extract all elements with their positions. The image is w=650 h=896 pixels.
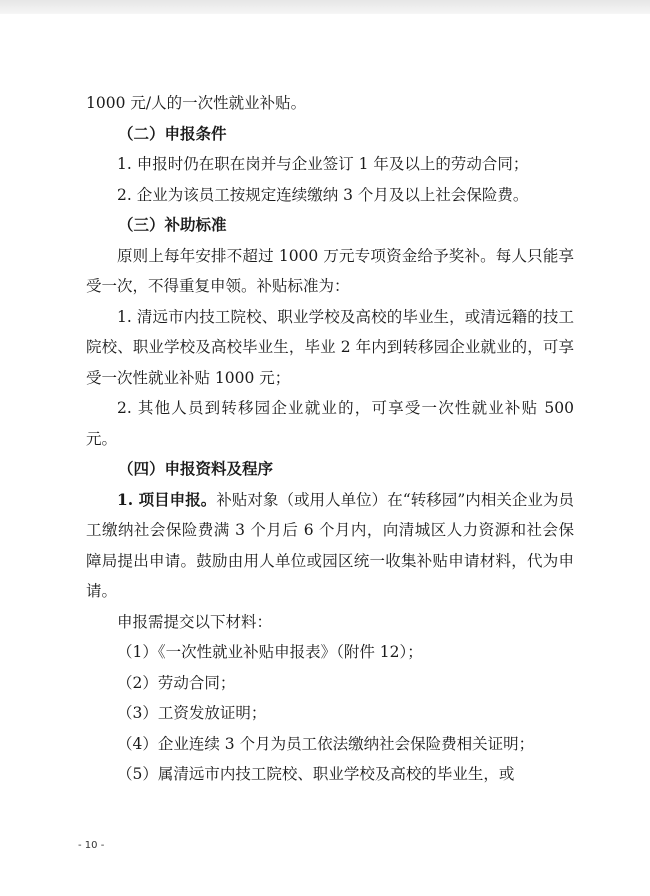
materials-intro: 申报需提交以下材料： xyxy=(117,612,273,631)
viewer-top-bar xyxy=(0,0,650,14)
section-heading-3: （三）补助标准 xyxy=(118,215,227,234)
paragraph-application xyxy=(86,485,574,607)
material-item-5: （5）属清远市内技工院校、职业学校及高校的毕业生，或 xyxy=(117,765,515,783)
condition-2: 2. 企业为该员工按规定连续缴纳 3 个月及以上社会保险费。 xyxy=(117,185,529,204)
text-line: 1000 元/人的一次性就业补贴。 xyxy=(86,94,307,112)
material-item-4: （4）企业连续 3 个月为员工依法缴纳社会保险费相关证明； xyxy=(117,734,535,753)
paragraph-principle: 原则上每年安排不超过 1000 万元专项资金给予奖补。每人只能享受一次，不得重复申领。补贴标准为： xyxy=(86,246,574,295)
paragraph-standard-2: 2. 其他人员到转移园企业就业的，可享受一次性就业补贴 500 元。 xyxy=(86,399,574,448)
application-body: 补贴对象（或用人单位）在“转移园”内相关企业为员工缴纳社会保险费满 3 个月后 6 个月内，向清城区人力资源和社会保障局提出申请。鼓励由用人单位或园区统一收集补贴申请材料，代为申请。 xyxy=(86,490,575,600)
paragraph-standard-1: 1. 清远市内技工院校、职业学校及高校的毕业生，或清远籍的技工院校、职业学校及高校毕业生，毕业 2 年内到转移园企业就业的，可享受一次性就业补贴 1000 元； xyxy=(86,307,574,387)
page-number: - 10 - xyxy=(78,840,105,851)
material-item-3: （3）工资发放证明； xyxy=(117,704,267,722)
section-heading-2: （二）申报条件 xyxy=(118,123,227,143)
condition-1: 1. 申报时仍在职在岗并与企业签订 1 年及以上的劳动合同； xyxy=(117,155,529,173)
material-item-1: （1）《一次性就业补贴申报表》（附件 12）； xyxy=(117,643,423,661)
document-page xyxy=(86,88,574,790)
application-lead: 1. 项目申报。 xyxy=(117,489,217,509)
material-item-2: （2）劳动合同； xyxy=(117,673,236,692)
section-heading-4: （四）申报资料及程序 xyxy=(118,459,274,478)
